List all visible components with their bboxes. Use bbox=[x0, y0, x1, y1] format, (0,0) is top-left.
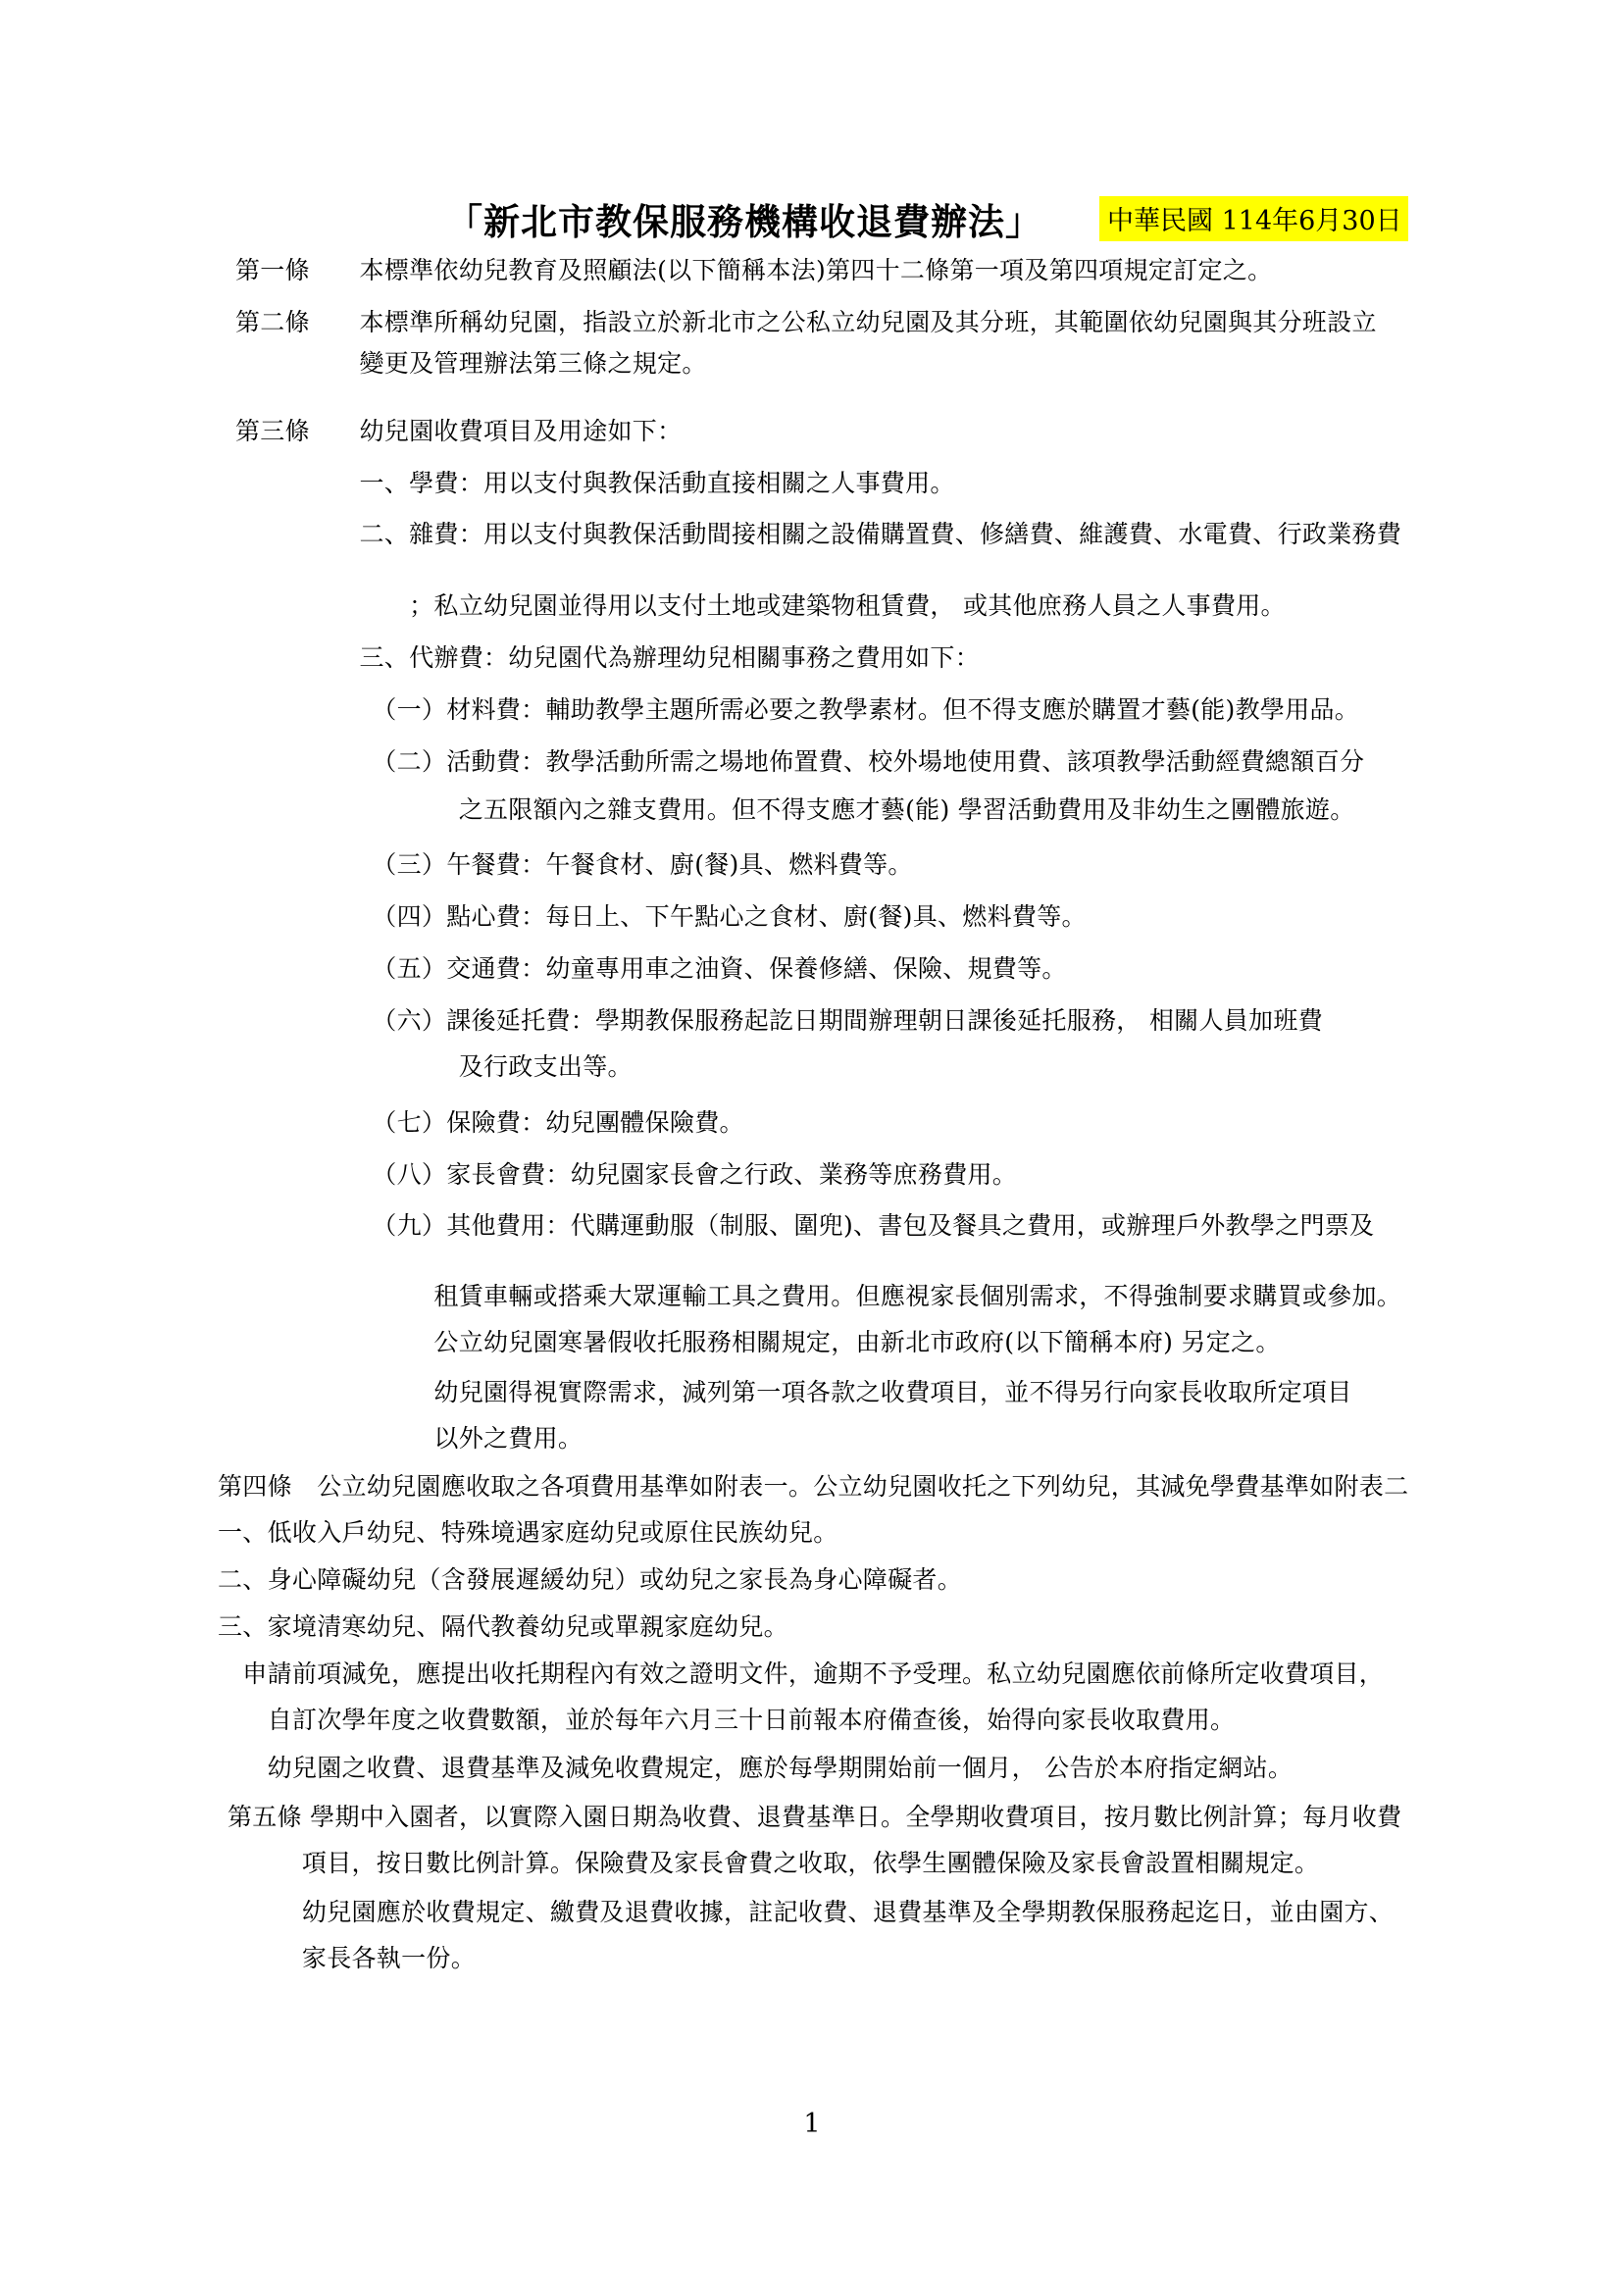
text-line: （八）家長會費：幼兒園家長會之行政、業務等庶務費用。 bbox=[235, 1160, 1018, 1189]
text-line: 第二條 本標準所稱幼兒園，指設立於新北市之公私立幼兒園及其分班，其範圍依幼兒園與其分班設立 bbox=[235, 308, 1377, 336]
title-row bbox=[446, 192, 1408, 245]
text-line: 幼兒園應於收費規定、繳費及退費收據，註記收費、退費基準及全學期教保服務起迄日，並由園方、 bbox=[228, 1898, 1395, 1926]
text-line: 項目，按日數比例計算。保險費及家長會費之收取，依學生團體保險及家長會設置相關規定。 bbox=[228, 1849, 1320, 1877]
text-line: 自訂次學年度之收費數額，並於每年六月三十日前報本府備查後，始得向家長收取費用。 bbox=[218, 1706, 1236, 1734]
text-line: ；私立幼兒園並得用以支付土地或建築物租賃費， 或其他庶務人員之人事費用。 bbox=[235, 591, 1286, 620]
text-line: （一）材料費：輔助教學主題所需必要之教學素材。但不得支應於購置才藝(能)教學用品。 bbox=[235, 695, 1360, 724]
text-line: 第四條 公立幼兒園應收取之各項費用基準如附表一。公立幼兒園收托之下列幼兒，其減免學費基準如附表二 bbox=[218, 1472, 1409, 1501]
text-line: 以外之費用。 bbox=[235, 1424, 584, 1453]
text-line: 一、學費：用以支付與教保活動直接相關之人事費用。 bbox=[235, 469, 955, 497]
text-line: 一、低收入戶幼兒、特殊境遇家庭幼兒或原住民族幼兒。 bbox=[218, 1518, 838, 1547]
text-line: 二、身心障礙幼兒（含發展遲緩幼兒）或幼兒之家長為身心障礙者。 bbox=[218, 1565, 963, 1594]
text-line: 之五限額內之雜支費用。但不得支應才藝(能) 學習活動費用及非幼生之團體旅遊。 bbox=[235, 795, 1355, 824]
text-line: 幼兒園之收費、退費基準及減免收費規定，應於每學期開始前一個月， 公告於本府指定網站。 bbox=[218, 1754, 1294, 1782]
text-line: （六）課後延托費：學期教保服務起訖日期間辦理朝日課後延托服務， 相關人員加班費 bbox=[235, 1006, 1323, 1035]
text-line: 公立幼兒園寒暑假收托服務相關規定，由新北市政府(以下簡稱本府) 另定之。 bbox=[235, 1328, 1281, 1356]
text-line: 三、家境清寒幼兒、隔代教養幼兒或單親家庭幼兒。 bbox=[218, 1612, 788, 1641]
text-line: 租賃車輛或搭乘大眾運輸工具之費用。但應視家長個別需求，不得強制要求購買或參加。 bbox=[235, 1282, 1402, 1310]
text-line: 三、代辦費：幼兒園代為辦理幼兒相關事務之費用如下： bbox=[235, 643, 981, 672]
text-line: 及行政支出等。 bbox=[235, 1052, 633, 1081]
text-line: 第一條 本標準依幼兒教育及照顧法(以下簡稱本法)第四十二條第一項及第四項規定訂定之。 bbox=[235, 256, 1273, 284]
document-title: 「新北市教保服務機構收退費辦法」 bbox=[446, 200, 1042, 243]
text-line: （九）其他費用：代購運動服（制服、圍兜)、書包及餐具之費用，或辦理戶外教學之門票及 bbox=[235, 1211, 1375, 1240]
text-line: 第三條 幼兒園收費項目及用途如下： bbox=[235, 417, 683, 445]
text-line: （五）交通費：幼童專用車之油資、保養修繕、保險、規費等。 bbox=[235, 954, 1067, 983]
date-highlight: 中華民國 114年6月30日 bbox=[1099, 196, 1408, 241]
text-line: （七）保險費：幼兒團體保險費。 bbox=[235, 1108, 744, 1137]
text-line: 第五條 學期中入園者，以實際入園日期為收費、退費基準日。全學期收費項目，按月數比例計算；每月收費 bbox=[228, 1803, 1402, 1831]
text-line: 二、雜費：用以支付與教保活動間接相關之設備購置費、修繕費、維護費、水電費、行政業務費 bbox=[235, 520, 1402, 548]
text-line: （四）點心費：每日上、下午點心之食材、廚(餐)具、燃料費等。 bbox=[235, 902, 1087, 931]
text-line: 幼兒園得視實際需求，減列第一項各款之收費項目，並不得另行向家長收取所定項目 bbox=[235, 1378, 1352, 1406]
text-line: 申請前項減免，應提出收托期程內有效之證明文件，逾期不予受理。私立幼兒園應依前條所定收費項目， bbox=[218, 1659, 1385, 1688]
page-number: 1 bbox=[803, 2109, 821, 2139]
text-line: 變更及管理辦法第三條之規定。 bbox=[235, 349, 707, 378]
text-line: （二）活動費：教學活動所需之場地佈置費、校外場地使用費、該項教學活動經費總額百分 bbox=[235, 747, 1365, 776]
text-line: 家長各執一份。 bbox=[228, 1944, 477, 1972]
text-line: （三）午餐費：午餐食材、廚(餐)具、燃料費等。 bbox=[235, 850, 913, 879]
